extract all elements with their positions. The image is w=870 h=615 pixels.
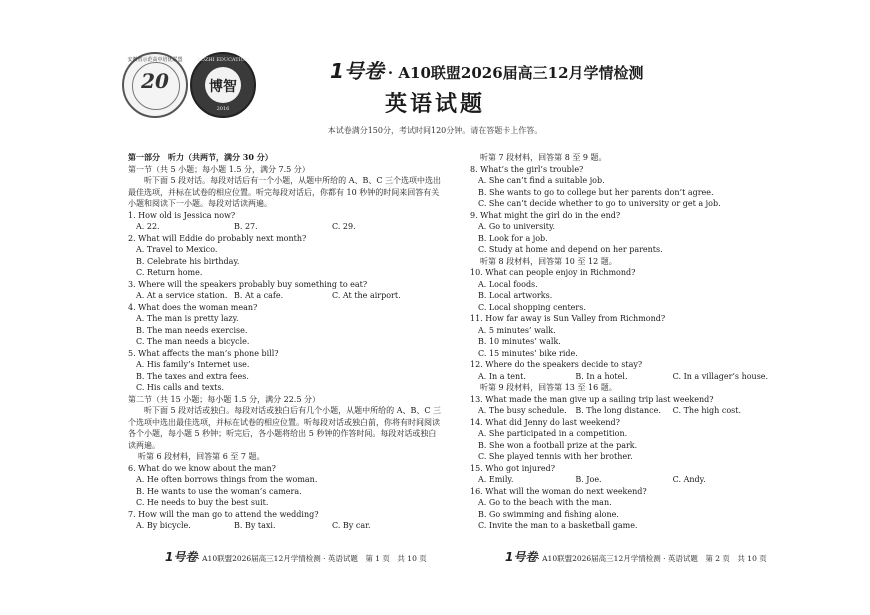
option: C. Study at home and depend on her parents.: [478, 245, 663, 254]
option: B. 27.: [234, 222, 258, 231]
left-column: [128, 152, 443, 532]
option: B. She wants to go to college but her parents don’t agree.: [478, 187, 714, 197]
option: B. The taxes and extra fees.: [136, 371, 249, 381]
footer-logo: 1号卷: [165, 550, 198, 564]
option: C. 15 minutes’ bike ride.: [478, 348, 578, 358]
section-instructions: 听下面 5 段对话或独白。每段对话或独白后有几个小题，从题中所给的 A、B、C 三个选项中选出最佳选项，并标在试卷的相应位置。听每段对话或独白前，你将有时间阅读各个小题，每小题 5 秒钟；听完后，各小题将给出 5 秒钟的作答时间。每段对话或独白读两遍。: [128, 406, 442, 450]
option: A. Go to university.: [478, 222, 556, 231]
option-row: [128, 221, 443, 233]
option: B. Celebrate his birthday.: [136, 256, 240, 266]
option-row: [470, 405, 770, 417]
option: B. 10 minutes’ walk.: [478, 337, 561, 346]
option: C. She played tennis with her brother.: [478, 452, 633, 461]
seal-left-number: 20: [141, 69, 169, 93]
seal-right-text: 博智: [209, 79, 237, 95]
option: B. Local artworks.: [478, 291, 553, 300]
footer-text: · A10联盟2026届高三12月学情检测 · 英语试题 第 2 页 共 10 页: [537, 554, 767, 563]
question: 3. Where will the speakers probably buy something to eat?: [128, 279, 368, 289]
option: B. Look for a job.: [478, 233, 548, 243]
option-row: [470, 371, 770, 383]
option: A. 22.: [136, 222, 160, 231]
material-instruction: 听第 8 段材料，回答第 10 至 12 题。: [480, 256, 617, 266]
question: 15. Who got injured?: [470, 463, 556, 473]
option: C. Return home.: [136, 268, 203, 277]
seal-right-arc-text: BOZHI EDUCATION: [196, 57, 250, 63]
option: C. She can’t decide whether to go to university or get a job.: [478, 199, 721, 208]
question: 7. How will the man go to attend the wedding?: [128, 509, 319, 519]
question: 9. What might the girl do in the end?: [470, 210, 621, 220]
footer-text: · A10联盟2026届高三12月学情检测 · 英语试题 第 1 页 共 10 页: [197, 554, 427, 563]
page-title: 英语试题: [384, 91, 485, 117]
option: A. At a service station.: [136, 291, 228, 300]
option: A. She can’t find a suitable job.: [478, 176, 605, 185]
option: B. He wants to use the woman’s camera.: [136, 486, 302, 496]
question: 1. How old is Jessica now?: [128, 210, 236, 220]
option: C. The man needs a bicycle.: [136, 337, 250, 346]
section-instructions: 听下面 5 段对话。每段对话后有一个小题，从题中所给的 A、B、C 三个选项中选出最佳选项，并标在试卷的相应位置。听完每段对话后，你都有 10 秒钟的时间来回答有关小题和阅读下一小题。每段对话读两遍。: [128, 176, 442, 208]
option: A. The man is pretty lazy.: [136, 314, 239, 323]
material-instruction: 听第 9 段材料，回答第 13 至 16 题。: [480, 383, 617, 392]
option: B. In a hotel.: [575, 371, 628, 381]
option: C. At the airport.: [332, 291, 401, 300]
option: A. Emily.: [478, 475, 514, 484]
brand-name: · A10联盟2026届高三12月学情检测: [387, 64, 644, 82]
option: C. His calls and texts.: [136, 383, 225, 392]
question: 14. What did Jenny do last weekend?: [470, 417, 620, 427]
option-row: [470, 474, 770, 486]
question: 16. What will the woman do next weekend?: [470, 486, 647, 496]
option: B. The man needs exercise.: [136, 325, 248, 335]
option: B. At a cafe.: [234, 291, 284, 300]
option: B. By taxi.: [234, 521, 276, 530]
option: C. 29.: [332, 222, 356, 231]
section-heading: 第一节（共 5 小题；每小题 1.5 分，满分 7.5 分）: [128, 164, 310, 174]
option: C. He needs to buy the best suit.: [136, 498, 269, 507]
seal-left-arc-text: 安徽省示范高中培优联盟: [127, 57, 183, 63]
option: C. In a villager’s house.: [672, 371, 769, 381]
question: 2. What will Eddie do probably next month?: [128, 233, 307, 243]
exam-note: 本试卷满分150分，考试时间120分钟。请在答题卡上作答。: [327, 126, 543, 135]
question: 10. What can people enjoy in Richmond?: [470, 268, 636, 277]
option: A. By bicycle.: [136, 521, 191, 530]
section-heading: 第二节（共 15 小题；每小题 1.5 分，满分 22.5 分）: [128, 394, 320, 404]
option: A. Go to the beach with the man.: [478, 498, 612, 507]
option: C. By car.: [332, 521, 371, 530]
footer-logo: 1号卷: [505, 550, 538, 564]
question: 11. How far away is Sun Valley from Richmond?: [470, 314, 666, 323]
option: B. Joe.: [575, 475, 602, 484]
option: B. The long distance.: [575, 406, 661, 415]
question: 12. Where do the speakers decide to stay?: [470, 360, 643, 369]
option-row: [128, 290, 443, 302]
option: B. Go swimming and fishing alone.: [478, 509, 619, 519]
option-row: [128, 520, 443, 532]
question: 13. What made the man give up a sailing trip last weekend?: [470, 394, 714, 404]
question: 4. What does the woman mean?: [128, 302, 258, 312]
material-instruction: 听第 6 段材料，回答第 6 至 7 题。: [138, 452, 265, 461]
question: 5. What affects the man’s phone bill?: [128, 348, 279, 358]
seal-right-year: 2016: [216, 106, 230, 112]
option: A. She participated in a competition.: [478, 429, 628, 438]
page-footer-right: [505, 548, 767, 565]
option: A. Travel to Mexico.: [136, 245, 218, 254]
part-heading: 第一部分 听力（共两节，满分 30 分）: [128, 152, 273, 162]
page-footer-left: [165, 548, 427, 565]
option: A. His family’s Internet use.: [136, 360, 250, 369]
option: A. The busy schedule.: [478, 406, 567, 415]
exam-brand-header: [330, 55, 644, 84]
option: C. Local shopping centers.: [478, 302, 586, 312]
option: C. Andy.: [672, 475, 706, 484]
question: 6. What do we know about the man?: [128, 463, 276, 473]
right-column: [470, 152, 770, 532]
material-instruction: 听第 7 段材料，回答第 8 至 9 题。: [480, 153, 607, 162]
option: B. She won a football prize at the park.: [478, 440, 638, 450]
question: 8. What’s the girl’s trouble?: [470, 164, 584, 174]
option: A. In a tent.: [478, 371, 526, 381]
brand-logo: 1号卷: [330, 59, 384, 83]
option: A. He often borrows things from the woman.: [136, 475, 318, 484]
option: A. 5 minutes’ walk.: [478, 325, 556, 335]
option: C. Invite the man to a basketball game.: [478, 521, 638, 530]
option: C. The high cost.: [672, 406, 742, 415]
option: A. Local foods.: [478, 279, 538, 289]
